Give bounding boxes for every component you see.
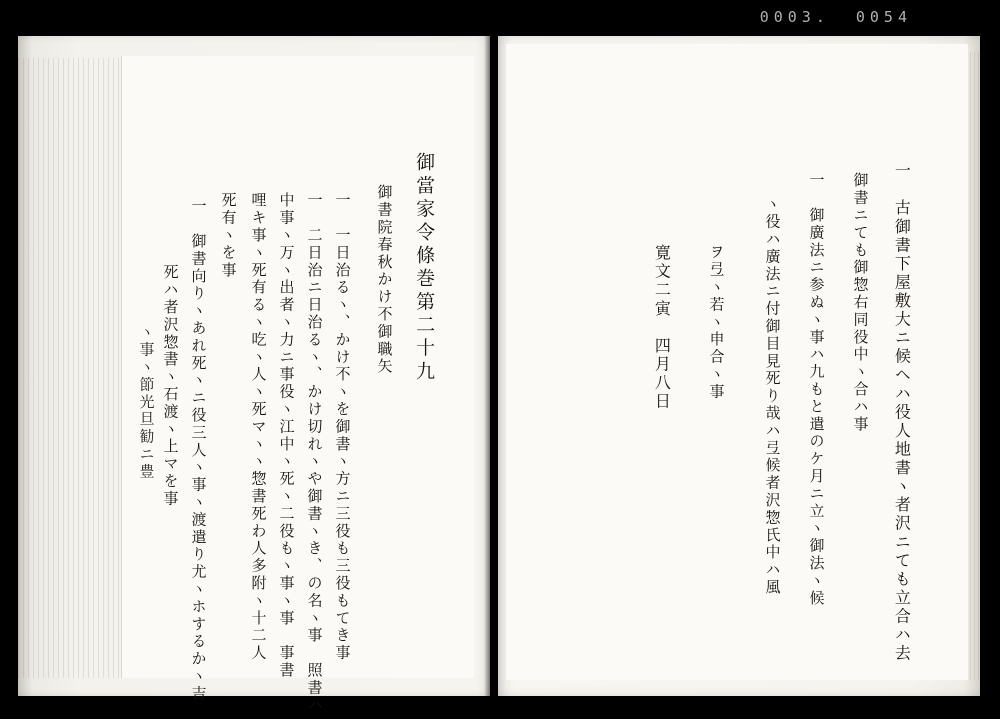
manuscript-subtitle: 御書院春秋かけ不御職矢 — [375, 184, 394, 376]
left-page — [18, 36, 490, 714]
left-page-column-5: 死有ヽを事 — [219, 192, 238, 279]
left-page-column-8: ヽ事ヽ節光旦勧ニ豊 — [137, 324, 156, 481]
left-page-fore-edge — [18, 58, 122, 678]
right-page-column-5: ヲ弖ヽ若ヽ申合ヽ事 — [707, 244, 726, 401]
right-page-sheet — [506, 44, 968, 680]
film-frame-number-2: 0054 — [855, 8, 912, 26]
left-page-column-4: 哩キ事ヽ死有るヽ吃ヽ人ヽ死マヽヽ惣書死わ人多附ヽ十二人 — [249, 192, 268, 662]
left-page-sheet — [122, 56, 474, 714]
left-page-column-7: 死ハ者沢惣書ヽ石渡ヽ上マを事 — [161, 264, 180, 508]
left-page-column-6: 一 御書向りヽあれ死ヽニ役三人ヽ事ヽ渡遣り尤ヽホするかヽ吉 — [189, 198, 208, 703]
right-page-column-3: 一 御廣法ニ参ぬヽ事ハ九もと遣のケ月ニ立ヽ御法ヽ候 — [807, 172, 826, 607]
film-frame-number-1: 0003. — [759, 8, 830, 26]
right-page-column-4: ヽ役ハ廣法ニ付御目見死り哉ハ弖候者沢惣氏中ハ風 — [763, 196, 782, 597]
open-book — [18, 36, 980, 714]
left-page-column-3: 中事ヽ万ヽ出者ヽ力ニ事役ヽ江中ヽ死ヽ二役もヽ事ヽ事 事書 — [277, 192, 296, 680]
left-page-column-1: 一 一日治るヽ、かけ不ヽを御書ヽ方ニ三役も三役もてき事 — [333, 192, 352, 662]
left-page-column-2: 一 二日治ニ日治るヽ、かけ切れヽや御書ヽき、の名ヽ事 照書ハ — [305, 192, 324, 714]
right-page-column-2: 御書ニても御惣右同役中ヽ合ハ事 — [851, 172, 870, 433]
right-page — [498, 36, 980, 696]
right-page-column-1: 一 古御書下屋敷大ニ候ヘハ役人地書ヽ者沢ニても立合ハ去 — [892, 162, 912, 664]
film-frame-header — [0, 8, 1000, 34]
manuscript-title: 御當家令條巻第二十九 — [413, 152, 436, 384]
right-page-date-line: 寛文二寅 四月八日 — [652, 244, 672, 412]
